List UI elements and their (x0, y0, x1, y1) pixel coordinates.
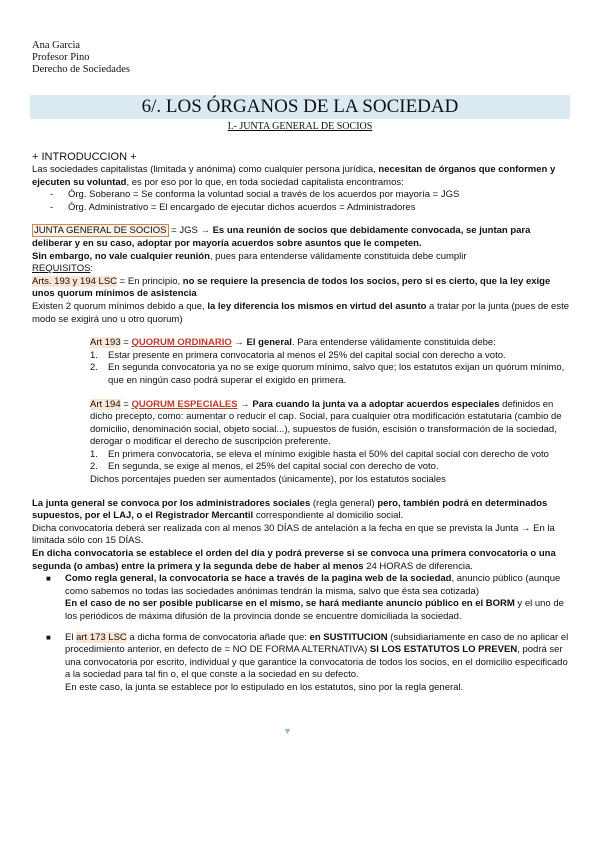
convoca-paragraph: La junta general se convoca por los administradores sociales (regla general) pero, también podrá en determinados supuestos, por el LAJ, o el Registrador Mercantil correspondiente al domicilio social. (32, 497, 548, 522)
quorum-paragraph: Existen 2 quorum mínimos debido a que, la ley diferencia los mismos en virtud del asunto a tratar por la junta (pues de este modo se exigirá uno u otro quorum) (32, 300, 570, 325)
junta-no-vale: Sin embargo, no vale cualquier reunión, pues para entenderse válidamente constituida debe cumplir (32, 250, 467, 262)
square-bullet-icon: ■ (46, 632, 51, 642)
author-name: Ana Garcia (32, 40, 81, 51)
subtitle-text: I.- JUNTA GENERAL DE SOCIOS (227, 121, 373, 132)
document-body (32, 150, 572, 695)
requisitos-label: REQUISITOS: (32, 263, 94, 275)
percent-note: Dichos porcentajes pueden ser aumentados (únicamente), por los estatutos sociales (90, 474, 446, 486)
junta-term: JUNTA GENERAL DE SOCIOS (34, 225, 167, 237)
list-item: ■ Como regla general, la convocatoria se hace a través de la pagina web de la sociedad, anuncio público (aunque como sabemos no todas las sociedades anónimas tendrán la misma, salvo que ésta sea cotizada) En el caso de no ser posible publicarse en el mismo, se hará mediante anuncio público en el BORM y el uno de los periódicos de máxima difusión de la provincia donde se encuentre domiciliada la sociedad. (46, 573, 564, 622)
antelacion-paragraph: Dicha convocatoria deberá ser realizada con al menos 30 DÍAS de antelación a la fecha en que se prevista la Junta → En la limitada sólo con 15 DÍAS. (32, 522, 555, 547)
intro-item: - Órg. Administrativo = El encargado de ejecutar dichos acuerdos = Administradores (50, 201, 416, 213)
square-bullet-icon: ■ (46, 574, 51, 584)
intro-heading: + INTRODUCCION + (32, 151, 137, 163)
intro-paragraph: Las sociedades capitalistas (limitada y anónima) como cualquier persona jurídica, necesitan de órganos que conformen y ejecuten su voluntad, es por eso por lo que, en toda sociedad capitalista encontramos: (32, 164, 556, 188)
quorum-ordinario: QUORUM ORDINARIO (131, 337, 232, 349)
list-item: ■ El art 173 LSC a dicha forma de convocatoria añade que: en SUSTITUCION (subsidiariamente en caso de no aplicar el procedimiento anterior, en defecto de = NO DE FORMA ALTERNATIVA) SI LOS ESTATUTOS LO PREVEN, podrá ser una convocatoria por escrito, individual y que garantice la convocatoria de todos los socios, en el domicilio especificado a la sociedad para tal fin o, el que conste a la sociedad en su defecto. En este caso, la junta se establece por lo estipulado en los estatutos, sino por la regla general. (46, 631, 569, 693)
down-arrow-icon: ▼ (283, 726, 292, 736)
course-name: Derecho de Sociedades (32, 64, 130, 75)
list-item: 2. En segunda convocatoria ya no se exige quorum mínimo, salvo que; los estatutos exijan un quórum mínimo, que en ningún caso podrá superar el exigido en primera. (90, 362, 565, 386)
art193-block: Art 193 = QUORUM ORDINARIO → El general. Para entenderse válidamente constituida debe: 1. Estar presente en primera convocatoria al menos el 25% del capital social con derecho a voto. 2. En segunda convocatoria ya no se exige quorum mínimo, salvo que; los estatutos exijan un quórum mínimo, que en ningún caso podrá superar el exigido en primera. (90, 337, 572, 387)
list-item: 2. En segunda, se exige al menos, el 25% del capital social con derecho de voto. (90, 461, 439, 473)
intro-item: - Órg. Soberano = Se conforma la voluntad social a través de los acuerdos por mayoría = JGS (50, 189, 460, 201)
orden-dia-paragraph: En dicha convocatoria se establece el orden del día y podrá preverse si se convoca una primera convocatoria o una segunda (o ambas) entre la primera y la segunda debe de haber al menos 24 HORAS de diferencia. (32, 548, 556, 572)
list-item: 1. Estar presente en primera convocatoria al menos el 25% del capital social con derecho a voto. (90, 349, 506, 361)
quorum-especiales: QUORUM ESPECIALES (131, 398, 238, 410)
arts-paragraph: Arts. 193 y 194 LSC = En principio, no se requiere la presencia de todos los socios, pero si es cierto, que la ley exige unos quorum mínimos de asistencia (32, 275, 551, 300)
professor-name: Profesor Pino (32, 52, 90, 63)
list-item: 1. En primera convocatoria, se eleva el mínimo exigible hasta el 50% del capital social con derecho de voto (90, 448, 549, 460)
junta-definition: JUNTA GENERAL DE SOCIOS = JGS → Es una reunión de socios que debidamente convocada, se juntan para deliberar y en su caso, adoptar por mayoría acuerdos sobre asuntos que le competen. (32, 225, 531, 249)
section-subtitle (30, 121, 570, 133)
page-title: 6/. LOS ÓRGANOS DE LA SOCIEDAD (141, 96, 459, 117)
art194-block: Art 194 = QUORUM ESPECIALES → Para cuando la junta va a adoptar acuerdos especiales definidos en dicho precepto, como: aumentar o reducir el cap. Social, para cualquier otra modificación estatutaria (cambio de domicilio, denominación social, objeto social...), supuestos de fusión, escisión o transformación de la sociedad, derogar o modificar el derecho de suscripción preferente. 1. En primera convocatoria, se eleva el mínimo exigible hasta el 50% del capital social con derecho de voto 2. En segunda, se exige al menos, el 25% del capital social con derecho de voto. Dichos porcentajes pueden ser aumentados (únicamente), por los estatutos sociales (90, 399, 572, 487)
